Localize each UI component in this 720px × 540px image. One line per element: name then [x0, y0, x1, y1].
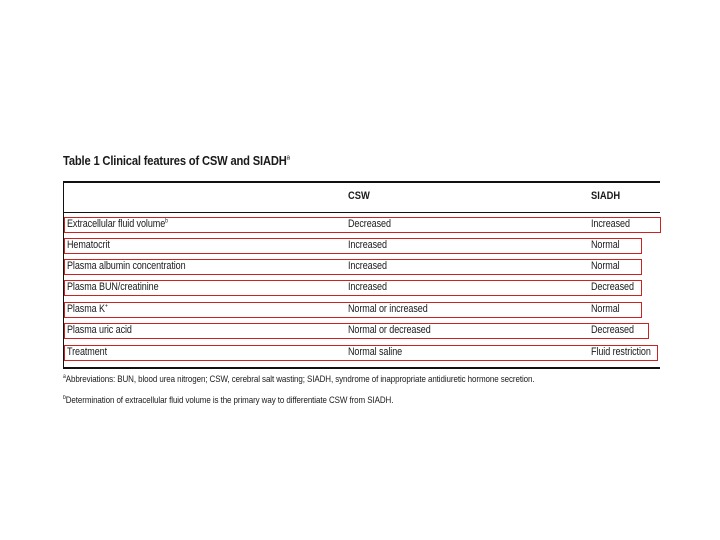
- row-feature: Hematocrit: [67, 239, 110, 251]
- table-title-footnote-marker: a: [286, 154, 290, 162]
- row-csw-value: Increased: [348, 281, 387, 293]
- row-siadh-value: Increased: [591, 218, 630, 230]
- column-header-siadh: SIADH: [591, 190, 621, 202]
- table-left-edge: [63, 181, 64, 369]
- row-feature: Plasma BUN/creatinine: [67, 281, 159, 293]
- footnote-text: Abbreviations: BUN, blood urea nitrogen; CSW, cerebral salt wasting; SIADH, syndrome of inappropriate antidiuretic hormone secretion.: [65, 374, 535, 386]
- table-header-rule: [63, 212, 660, 213]
- row-csw-value: Increased: [348, 260, 387, 272]
- row-feature-marker: +: [104, 303, 108, 310]
- row-siadh-value: Normal: [591, 260, 620, 272]
- row-csw-value: Increased: [348, 239, 387, 251]
- table-title: [63, 153, 290, 168]
- column-header-csw: CSW: [348, 190, 370, 202]
- row-siadh-value: Decreased: [591, 324, 634, 336]
- table-top-rule: [63, 181, 660, 183]
- row-csw-value: Normal saline: [348, 346, 403, 358]
- table-bottom-rule: [63, 367, 660, 369]
- row-feature: [67, 218, 168, 230]
- row-feature: [67, 303, 108, 315]
- row-feature: Plasma uric acid: [67, 324, 132, 336]
- table-title-text: Table 1 Clinical features of CSW and SIADH: [63, 153, 287, 168]
- footnote: [63, 395, 393, 406]
- row-siadh-value: Normal: [591, 303, 620, 315]
- row-siadh-value: Decreased: [591, 281, 634, 293]
- footnote-marker: a: [63, 374, 66, 380]
- footnote: [63, 374, 534, 385]
- row-feature: Treatment: [67, 346, 108, 358]
- row-feature-marker: b: [165, 218, 168, 225]
- row-csw-value: Decreased: [348, 218, 391, 230]
- row-feature-text: Plasma K: [67, 303, 105, 315]
- row-csw-value: Normal or increased: [348, 303, 428, 315]
- row-feature: Plasma albumin concentration: [67, 260, 186, 272]
- footnote-marker: b: [63, 395, 66, 401]
- row-siadh-value: Normal: [591, 239, 620, 251]
- row-csw-value: Normal or decreased: [348, 324, 431, 336]
- row-siadh-value: Fluid restriction: [591, 346, 651, 358]
- footnote-text: Determination of extracellular fluid volume is the primary way to differentiate CSW from SIADH.: [65, 395, 394, 407]
- row-feature-text: Extracellular fluid volume: [67, 218, 166, 230]
